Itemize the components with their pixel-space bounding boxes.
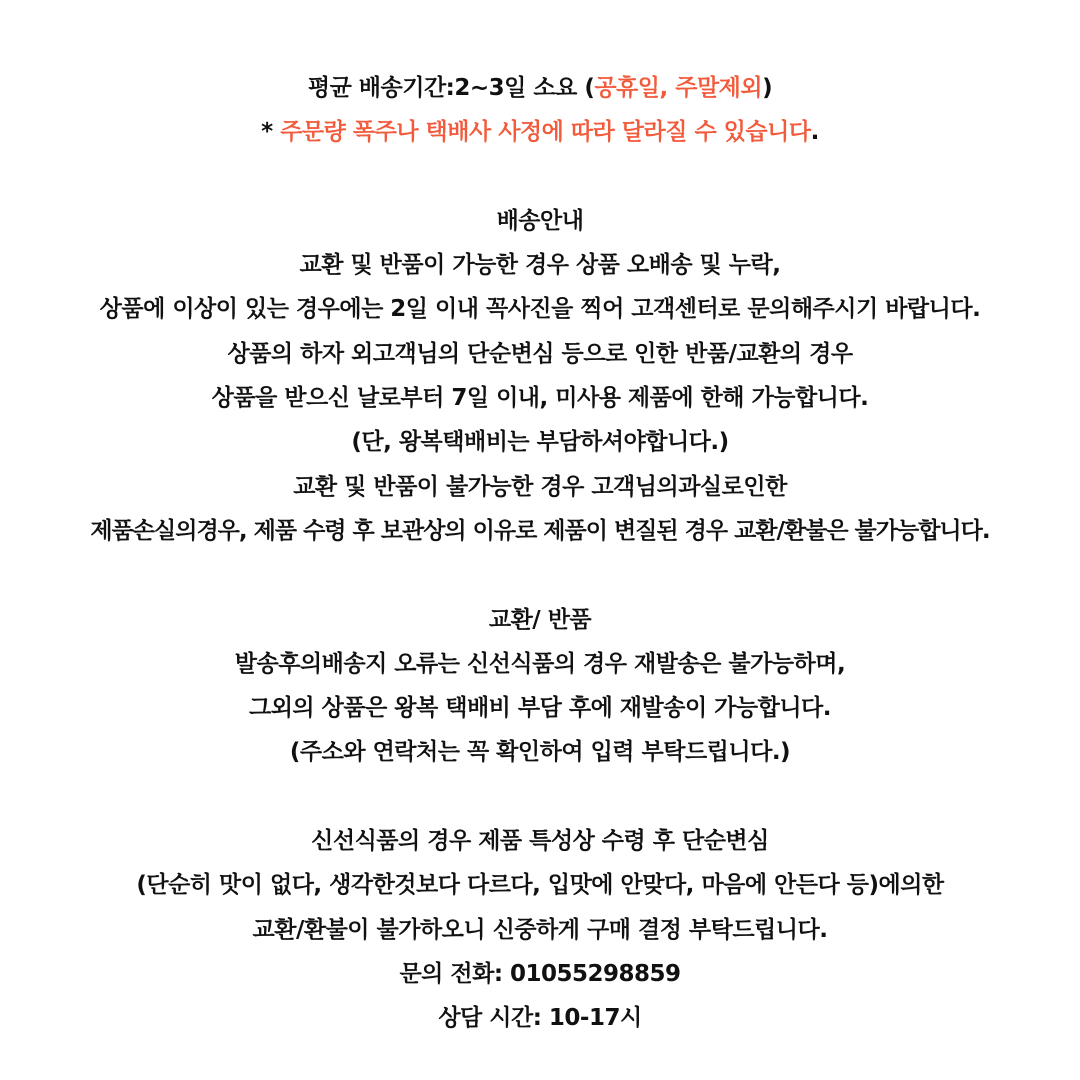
spacer xyxy=(0,553,1080,597)
delivery-period-line xyxy=(0,66,1080,110)
exchange-return-line: 발송후의배송지 오류는 신선식품의 경우 재발송은 불가능하며, xyxy=(234,650,846,677)
delivery-warning-text: 주문량 폭주나 택배사 사정에 따라 달라질 수 있습니다 xyxy=(280,119,811,146)
shipping-info-line: 제품손실의경우, 제품 수령 후 보관상의 이유로 제품이 변질된 경우 교환/환불은 불가능합니다. xyxy=(90,517,990,544)
delivery-period-text: 평균 배송기간:2~3일 소요 ( xyxy=(307,75,595,101)
warning-star: * xyxy=(261,119,281,146)
fresh-food-line: 교환/환불이 불가하오니 신중하게 구매 결정 부탁드립니다. xyxy=(252,916,828,943)
shipping-info-line: 상품을 받으신 날로부터 7일 이내, 미사용 제품에 한해 가능합니다. xyxy=(211,385,869,412)
delivery-warning-line xyxy=(0,110,1080,154)
shipping-info-line: 교환 및 반품이 가능한 경우 상품 오배송 및 누락, xyxy=(299,252,781,279)
shipping-info-line: 교환 및 반품이 불가능한 경우 고객님의과실로인한 xyxy=(293,473,787,500)
notice-document xyxy=(0,66,1080,1041)
delivery-period-close: ) xyxy=(762,75,773,101)
exchange-return-title: 교환/ 반품 xyxy=(488,606,592,633)
fresh-food-line: 신선식품의 경우 제품 특성상 수령 후 단순변심 xyxy=(311,828,769,855)
shipping-info-line: 상품의 하자 외고객님의 단순변심 등으로 인한 반품/교환의 경우 xyxy=(227,340,853,367)
shipping-info-line: 상품에 이상이 있는 경우에는 2일 이내 꼭사진을 찍어 고객센터로 문의해주시기 바랍니다. xyxy=(99,296,981,323)
contact-hours: 상담 시간: 10-17시 xyxy=(438,1005,642,1032)
exchange-return-line: (주소와 연락처는 꼭 확인하여 입력 부탁드립니다.) xyxy=(289,739,791,766)
spacer xyxy=(0,155,1080,199)
shipping-info-line: (단, 왕복택배비는 부담하셔야합니다.) xyxy=(351,429,729,456)
fresh-food-line: (단순히 맛이 없다, 생각한것보다 다르다, 입맛에 안맞다, 마음에 안든다 등)에의한 xyxy=(136,872,944,899)
shipping-info-title: 배송안내 xyxy=(496,207,584,234)
spacer xyxy=(0,775,1080,819)
exchange-return-line: 그외의 상품은 왕복 택배비 부담 후에 재발송이 가능합니다. xyxy=(248,695,832,722)
holiday-exclusion-note: 공휴일, 주말제외 xyxy=(594,75,763,101)
contact-phone: 문의 전화: 01055298859 xyxy=(399,960,681,987)
warning-period: . xyxy=(810,119,819,146)
